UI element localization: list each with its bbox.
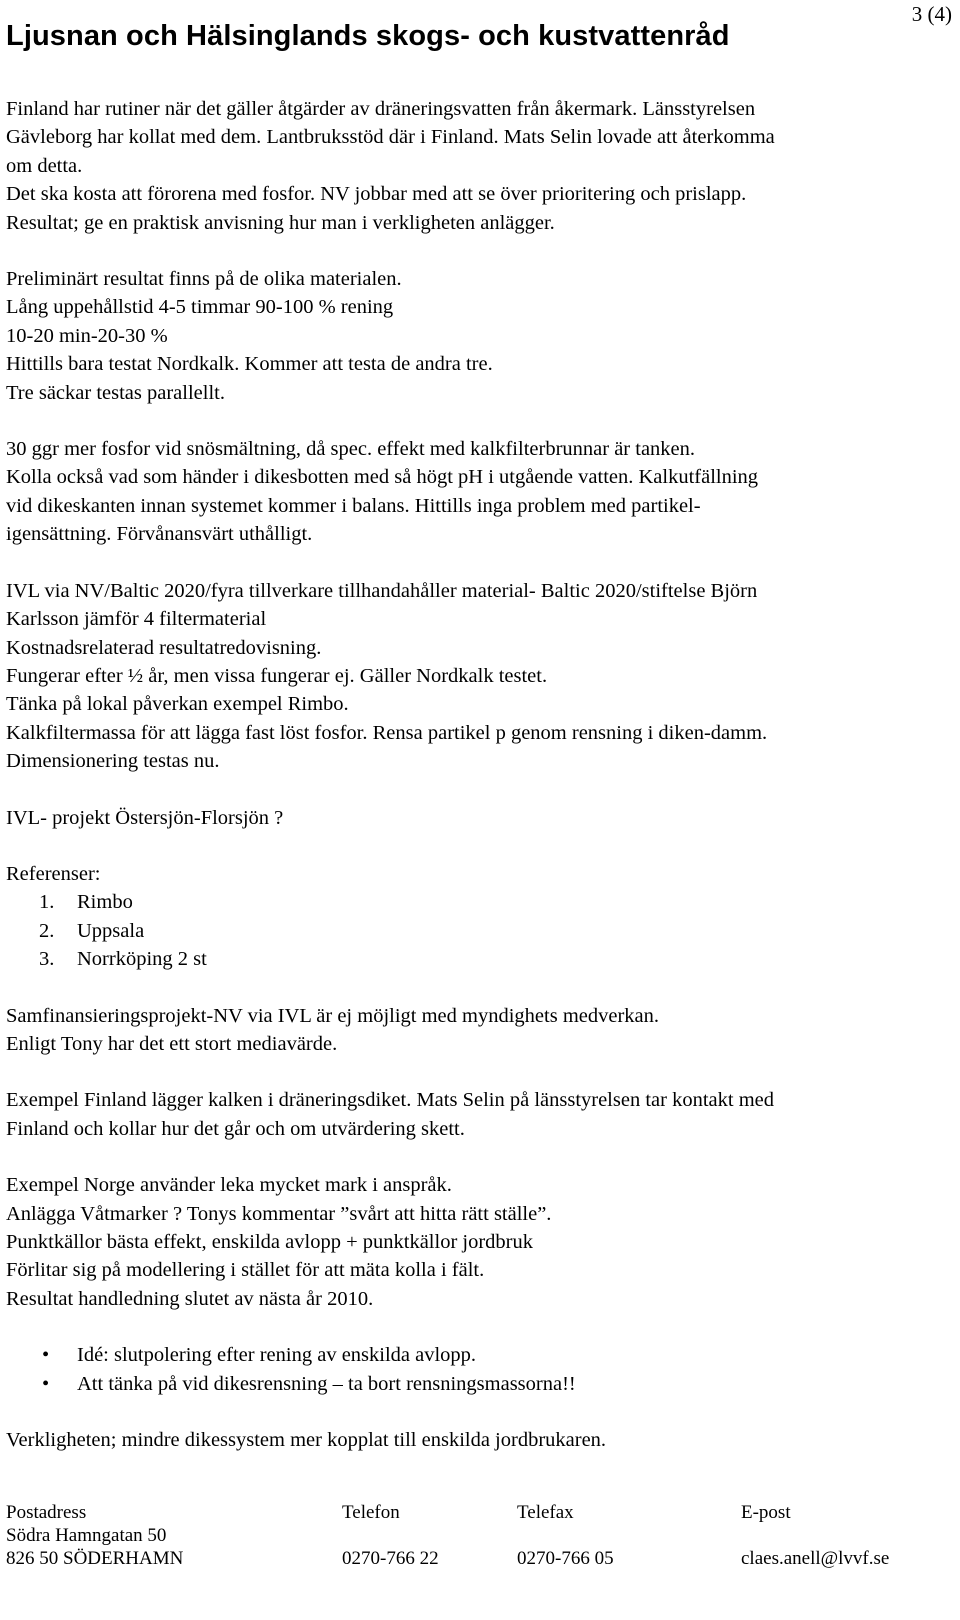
paragraph xyxy=(6,1171,956,1313)
closing-paragraph xyxy=(6,1426,956,1454)
paragraph xyxy=(6,1002,956,1059)
text-line: Punktkällor bästa effekt, enskilda avlopp + punktkällor jordbruk xyxy=(6,1231,533,1253)
text-line: Finland har rutiner när det gäller åtgärder av dräneringsvatten från åkermark. Länsstyrelsen xyxy=(6,98,756,120)
list-item xyxy=(6,945,956,973)
paragraph xyxy=(6,804,956,832)
document-body xyxy=(6,95,956,1482)
text-line: om detta. xyxy=(6,154,83,177)
text-line: Hittills bara testat Nordkalk. Kommer att testa de andra tre. xyxy=(6,353,493,376)
footer-epost-label: E-post xyxy=(741,1502,791,1523)
text-line: Dimensionering testas nu. xyxy=(6,750,220,773)
footer-epost: claes.anell@lvvf.se xyxy=(741,1548,890,1569)
list-item-number: 1. xyxy=(39,891,55,914)
bullet-text: Att tänka på vid dikesrensning – ta bort rensningsmassorna!! xyxy=(77,1372,576,1395)
text-line: Preliminärt resultat finns på de olika materialen. xyxy=(6,268,402,291)
footer-address-line2: 826 50 SÖDERHAMN xyxy=(6,1548,184,1569)
footer-telefax: 0270-766 05 xyxy=(517,1548,614,1569)
text-line: IVL via NV/Baltic 2020/fyra tillverkare tillhandahåller material- Baltic 2020/stiftelse Björn xyxy=(6,579,758,602)
text-line: Tre säckar testas parallellt. xyxy=(6,381,225,404)
text-line: Resultat; ge en praktisk anvisning hur man i verkligheten anlägger. xyxy=(6,211,555,234)
references-block xyxy=(6,860,956,974)
list-item-number: 2. xyxy=(39,919,55,942)
text-line: 10-20 min-20-30 % xyxy=(6,324,168,347)
bullet-list xyxy=(6,1341,956,1398)
footer-epost-column xyxy=(741,1501,889,1570)
text-line: Samfinansieringsprojekt-NV via IVL är ej möjligt med myndighets medverkan. xyxy=(6,1004,660,1027)
footer-telefon-column xyxy=(342,1501,439,1570)
text-line: Enligt Tony har det ett stort mediavärde. xyxy=(6,1032,338,1055)
paragraph xyxy=(6,95,956,237)
text-line: Karlsson jämför 4 filtermaterial xyxy=(6,608,267,631)
text-line: Exempel Finland lägger kalken i dräneringsdiket. Mats Selin på länsstyrelsen tar kontakt med xyxy=(6,1089,774,1112)
text-line: Kostnadsrelaterad resultatredovisning. xyxy=(6,636,322,659)
references-list xyxy=(6,888,956,973)
text-line: Tänka på lokal påverkan exempel Rimbo. xyxy=(6,693,349,716)
paragraphs-after xyxy=(6,1002,956,1314)
footer-telefax-label: Telefax xyxy=(517,1502,574,1523)
text-line: Kolla också vad som händer i dikesbotten med så högt pH i utgående vatten. Kalkutfällning xyxy=(6,466,759,489)
footer-telefon: 0270-766 22 xyxy=(342,1548,439,1569)
footer-postadress-label: Postadress xyxy=(6,1502,87,1523)
footer-address-column xyxy=(6,1501,183,1570)
bullet-icon: • xyxy=(42,1344,50,1367)
bullet-item xyxy=(6,1370,956,1398)
list-item-text: Rimbo xyxy=(77,891,133,914)
paragraphs-before xyxy=(6,95,956,832)
text-line: vid dikeskanten innan systemet kommer i balans. Hittills inga problem med partikel- xyxy=(6,494,701,517)
text-line: Lång uppehållstid 4-5 timmar 90-100 % rening xyxy=(6,296,394,319)
paragraph xyxy=(6,577,956,776)
list-item xyxy=(6,917,956,945)
paragraph xyxy=(6,435,956,549)
paragraph xyxy=(6,265,956,407)
page-title: Ljusnan och Hälsinglands skogs- och kustvattenråd xyxy=(6,20,730,52)
paragraph xyxy=(6,1086,956,1143)
list-item-text: Uppsala xyxy=(77,919,145,942)
footer-address-line1: Södra Hamngatan 50 xyxy=(6,1525,167,1546)
text-line: Det ska kosta att förorena med fosfor. NV jobbar med att se över prioritering och prislapp. xyxy=(6,183,747,206)
references-heading: Referenser: xyxy=(6,862,101,885)
text-line: Kalkfiltermassa för att lägga fast löst fosfor. Rensa partikel p genom rensning i diken-damm. xyxy=(6,721,768,744)
text-line: Gävleborg har kollat med dem. Lantbruksstöd där i Finland. Mats Selin lovade att återkomma xyxy=(6,126,775,149)
footer-telefon-label: Telefon xyxy=(342,1502,400,1523)
text-line: igensättning. Förvånansvärt uthålligt. xyxy=(6,523,313,546)
text-line: 30 ggr mer fosfor vid snösmältning, då spec. effekt med kalkfilterbrunnar är tanken. xyxy=(6,438,696,461)
text-line: Anlägga Våtmarker ? Tonys kommentar ”svårt att hitta rätt ställe”. xyxy=(6,1202,552,1225)
text-line: Förlitar sig på modellering i stället för att mäta kolla i fält. xyxy=(6,1259,485,1282)
page-number: 3 (4) xyxy=(911,2,952,26)
closing-line: Verkligheten; mindre dikessystem mer kopplat till enskilda jordbrukaren. xyxy=(6,1429,607,1452)
text-line: Resultat handledning slutet av nästa år 2010. xyxy=(6,1287,374,1310)
text-line: Finland och kollar hur det går och om utvärdering skett. xyxy=(6,1117,465,1140)
list-item-number: 3. xyxy=(39,948,55,971)
text-line: IVL- projekt Östersjön-Florsjön ? xyxy=(6,806,284,829)
text-line: Exempel Norge använder leka mycket mark i anspråk. xyxy=(6,1174,452,1197)
text-line: Fungerar efter ½ år, men vissa fungerar ej. Gäller Nordkalk testet. xyxy=(6,664,548,687)
footer-telefax-column xyxy=(517,1501,614,1570)
bullet-item xyxy=(6,1341,956,1369)
list-item xyxy=(6,888,956,916)
list-item-text: Norrköping 2 st xyxy=(77,948,207,971)
bullet-text: Idé: slutpolering efter rening av enskilda avlopp. xyxy=(77,1344,477,1367)
bullet-icon: • xyxy=(42,1372,50,1395)
